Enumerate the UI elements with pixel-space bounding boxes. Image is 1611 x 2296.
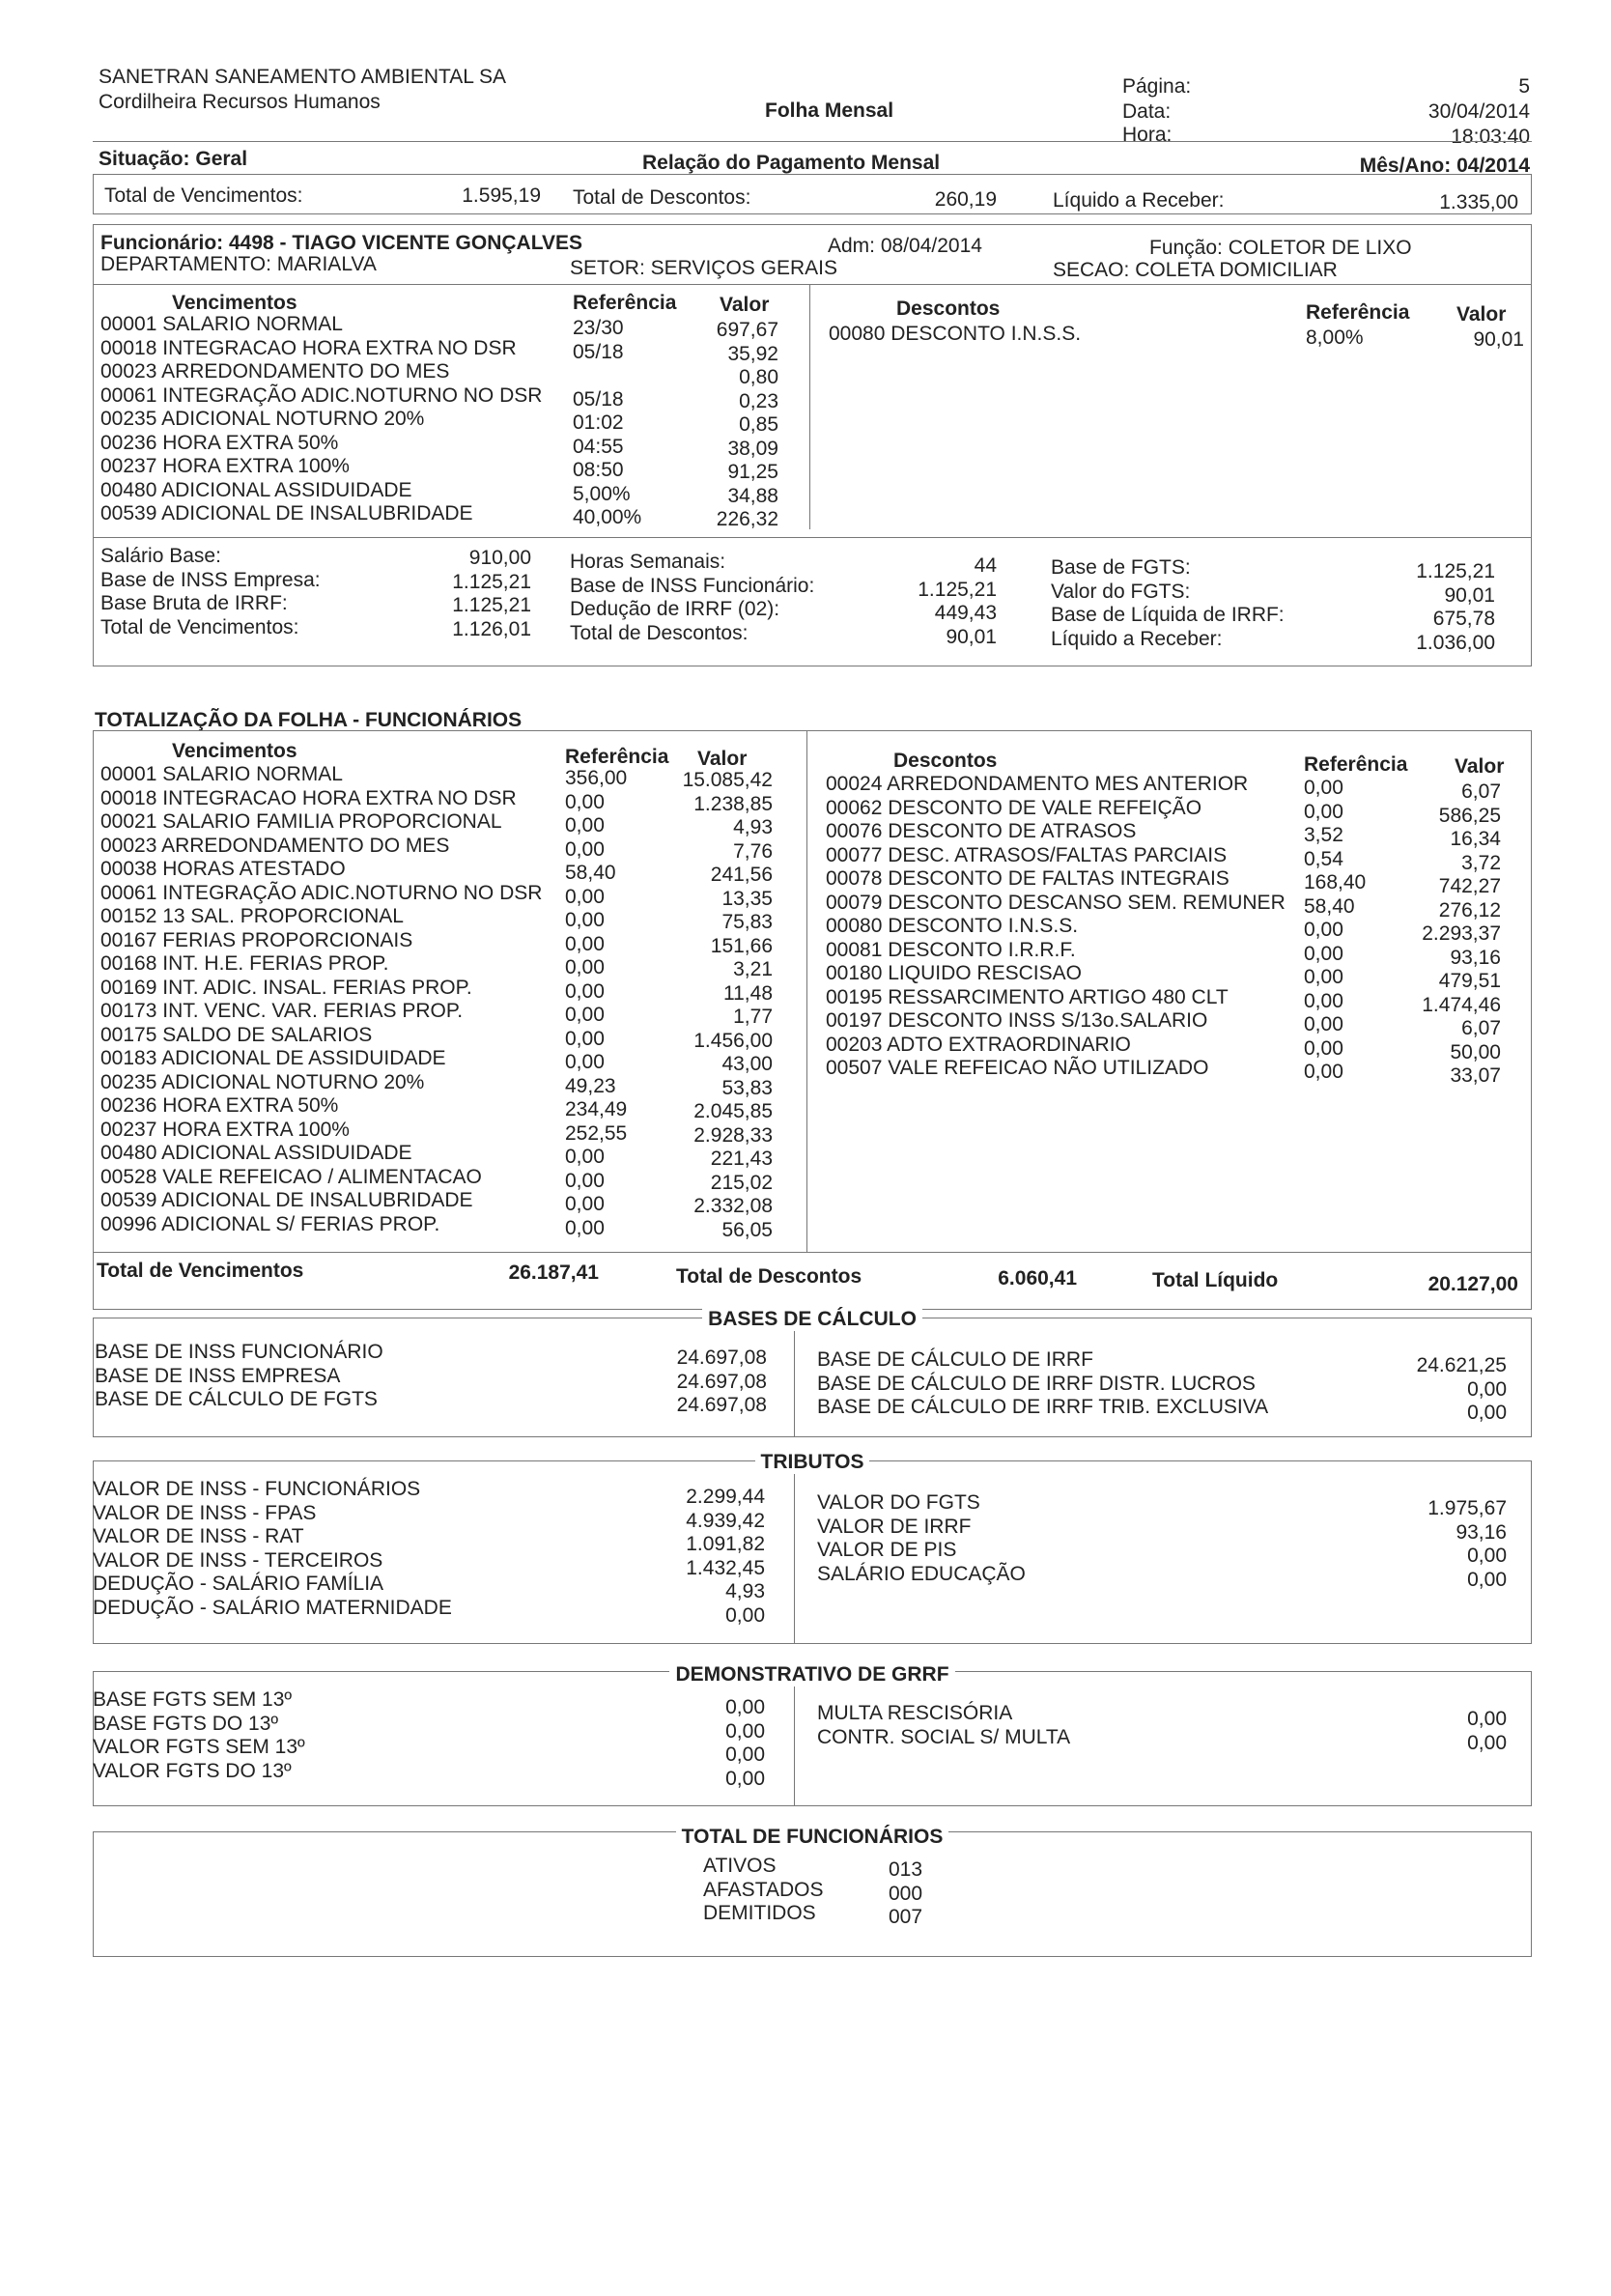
list-item: 00539 ADICIONAL DE INSALUBRIDADE (100, 502, 473, 524)
tributo-value: 4,93 (725, 1580, 765, 1602)
ref-value: 0,00 (1304, 989, 1343, 1012)
list-item: 00996 ADICIONAL S/ FERIAS PROP. (100, 1212, 440, 1235)
list-item: 00023 ARREDONDAMENTO DO MES (100, 360, 450, 383)
amount: 1.474,46 (1422, 993, 1501, 1016)
grrf-left-labels (93, 1688, 305, 1783)
grrf-value: 0,00 (1467, 1708, 1507, 1730)
grrf-value: 0,00 (725, 1696, 765, 1718)
ref-value: 0,00 (565, 1216, 605, 1239)
grrf-box (93, 1671, 1532, 1806)
list-item: 00001 SALARIO NORMAL (100, 313, 343, 335)
grrf-value: 0,00 (1467, 1731, 1507, 1754)
funcionarios-label: ATIVOS (703, 1855, 777, 1877)
amount: 586,25 (1438, 804, 1501, 827)
ref-value: 0,00 (565, 1193, 605, 1215)
emp-venc-list (100, 313, 542, 526)
list-item: 00236 HORA EXTRA 50% (100, 1094, 339, 1117)
amount: 11,48 (723, 981, 773, 1005)
column-divider (794, 1331, 795, 1437)
amount: 53,83 (721, 1076, 773, 1099)
ref-value: 0,00 (565, 932, 605, 955)
tributo-value: 2.299,44 (686, 1486, 765, 1508)
grrf-value: 0,00 (725, 1719, 765, 1743)
grrf-left-values (676, 1696, 765, 1791)
deducao-value: 449,43 (934, 602, 997, 624)
ref-value: 168,40 (1304, 871, 1367, 893)
tributos-title (93, 1451, 1532, 1473)
funcionarios-value: 007 (889, 1906, 923, 1928)
list-item: 00236 HORA EXTRA 50% (100, 431, 339, 454)
base-label: BASE DE CÁLCULO DE FGTS (95, 1388, 378, 1410)
column-divider (794, 1687, 795, 1806)
summary-venc-value: 1.595,19 (462, 184, 541, 207)
tot-ref-header: Referência (565, 746, 669, 768)
list-item: 00539 ADICIONAL DE INSALUBRIDADE (100, 1189, 473, 1211)
ref-value: 05/18 (573, 387, 624, 411)
ref-value: 0,00 (565, 909, 605, 931)
divider (93, 141, 1532, 142)
tot-desc-refs (1304, 777, 1366, 1085)
tributos-left-labels (93, 1478, 452, 1620)
funcionarios-values (889, 1858, 922, 1930)
emp-footer-col2-values (889, 554, 997, 649)
list-item: 00080 DESCONTO I.N.S.S. (826, 915, 1079, 937)
amount: 1,77 (733, 1006, 773, 1028)
amount: 15.085,42 (682, 769, 773, 791)
emp-desc-value: 90,01 (1473, 328, 1524, 351)
amount: 34,88 (727, 484, 778, 507)
emp-desc-valor-header: Valor (1456, 303, 1507, 326)
amount: 91,25 (727, 461, 778, 483)
amount: 0,85 (739, 413, 778, 436)
list-item: 00203 ADTO EXTRAORDINARIO (826, 1033, 1131, 1056)
tot-desc-ref-header: Referência (1304, 753, 1408, 776)
amount: 479,51 (1438, 970, 1501, 992)
amount: 43,00 (721, 1053, 773, 1075)
system-name: Cordilheira Recursos Humanos (99, 91, 381, 113)
amount: 151,66 (710, 934, 773, 957)
tot-desc-header: Descontos (893, 750, 998, 772)
bases-left-labels (95, 1341, 383, 1412)
employee-funcao: Função: COLETOR DE LIXO (1149, 237, 1412, 259)
amount: 13,35 (721, 887, 773, 910)
emp-footer-col1-labels (100, 545, 321, 639)
tot-total-liq-value: 20.127,00 (1427, 1273, 1518, 1295)
list-item: 00062 DESCONTO DE VALE REFEIÇÃO (826, 796, 1202, 819)
amount: 1.456,00 (693, 1029, 773, 1052)
amount: 6,07 (1461, 1017, 1501, 1039)
divider (93, 1252, 1532, 1253)
list-item: 00021 SALARIO FAMILIA PROPORCIONAL (100, 810, 502, 833)
ref-value: 0,00 (565, 1027, 605, 1050)
amount: 2.045,85 (693, 1100, 773, 1122)
emp-desc-item: 00080 DESCONTO I.N.S.S. (829, 323, 1082, 345)
tributo-label: DEDUÇÃO - SALÁRIO MATERNIDADE (93, 1596, 452, 1619)
amount: 276,12 (1438, 898, 1501, 921)
tributo-label: DEDUÇÃO - SALÁRIO FAMÍLIA (93, 1573, 384, 1595)
ref-value: 05/18 (573, 340, 624, 363)
tot-total-liq-label: Total Líquido (1152, 1269, 1279, 1291)
amount: 215,02 (710, 1171, 773, 1194)
ref-value: 23/30 (573, 317, 624, 339)
ref-value: 0,00 (565, 1051, 605, 1073)
bases-right-values (1381, 1354, 1507, 1426)
amount: 56,05 (721, 1218, 773, 1241)
ref-value: 0,00 (565, 1146, 605, 1168)
amount: 1.238,85 (693, 792, 773, 815)
list-item: 00024 ARREDONDAMENTO MES ANTERIOR (826, 773, 1249, 795)
ref-value: 0,00 (1304, 777, 1343, 799)
grrf-label: MULTA RESCISÓRIA (817, 1702, 1013, 1724)
ref-value: 0,00 (565, 1004, 605, 1026)
horas-value: 44 (974, 554, 997, 577)
emp-footer-col1-values (425, 547, 531, 641)
tributo-label: VALOR DE IRRF (817, 1515, 972, 1538)
tot-total-desc-label: Total de Descontos (676, 1265, 862, 1288)
tot-desc-valor-header: Valor (1455, 755, 1505, 778)
date-label: Data: (1122, 100, 1172, 123)
salario-base-value: 910,00 (468, 547, 531, 569)
amount: 7,76 (733, 839, 773, 863)
ref-value: 0,00 (565, 814, 605, 836)
column-divider (794, 1474, 795, 1644)
amount: 0,80 (739, 366, 778, 388)
list-item: 00061 INTEGRAÇÃO ADIC.NOTURNO NO DSR (100, 383, 543, 407)
grrf-label: VALOR FGTS SEM 13º (93, 1736, 305, 1758)
list-item: 00081 DESCONTO I.R.R.F. (826, 938, 1076, 961)
employee-setor: SETOR: SERVIÇOS GERAIS (570, 257, 837, 279)
amount: 50,00 (1450, 1040, 1501, 1063)
time-value: 18:03:40 (1451, 126, 1530, 148)
ref-value: 252,55 (565, 1121, 628, 1145)
list-item: 00183 ADICIONAL DE ASSIDUIDADE (100, 1047, 446, 1069)
ref-value: 0,00 (565, 885, 605, 908)
liq-irrf-value: 675,78 (1432, 608, 1495, 630)
ref-value (573, 364, 641, 388)
ref-value: 0,00 (1304, 800, 1343, 823)
month-year: Mês/Ano: 04/2014 (1359, 155, 1530, 177)
situation: Situação: Geral (99, 148, 248, 170)
tot-valor-header: Valor (697, 748, 748, 770)
list-item: 00169 INT. ADIC. INSAL. FERIAS PROP. (100, 976, 472, 999)
salario-base-label: Salário Base: (100, 545, 221, 567)
list-item: 00076 DESCONTO DE ATRASOS (826, 820, 1137, 842)
tributos-title-text: TRIBUTOS (755, 1451, 870, 1473)
relation-title: Relação do Pagamento Mensal (642, 152, 941, 174)
ref-value: 0,00 (565, 837, 605, 861)
emp-footer-col3-labels (1051, 556, 1285, 651)
emp-venc-refs (573, 317, 641, 530)
liq-receber-label: Líquido a Receber: (1051, 627, 1223, 650)
funcionarios-labels (703, 1855, 823, 1926)
ref-value: 0,00 (1304, 1013, 1343, 1035)
base-value: 24.697,08 (676, 1394, 767, 1416)
fgts-base-value: 1.125,21 (1416, 560, 1495, 582)
ref-value: 0,00 (1304, 919, 1343, 941)
list-item: 00195 RESSARCIMENTO ARTIGO 480 CLT (826, 985, 1229, 1008)
liq-receber-value: 1.036,00 (1416, 631, 1495, 654)
amount: 35,92 (727, 342, 778, 365)
summary-desc-label: Total de Descontos: (573, 186, 751, 209)
base-label: BASE DE INSS FUNCIONÁRIO (95, 1341, 383, 1363)
tributos-left-values (657, 1486, 765, 1628)
grrf-label: VALOR FGTS DO 13º (93, 1759, 292, 1782)
inss-func-value: 1.125,21 (918, 578, 997, 601)
tributo-value: 1.091,82 (686, 1533, 765, 1555)
ref-value: 08:50 (573, 459, 624, 481)
employee-name: Funcionário: 4498 - TIAGO VICENTE GONÇALVES (100, 232, 583, 254)
ref-value: 5,00% (573, 482, 631, 505)
emp-footer-col3-values (1381, 560, 1495, 655)
base-value: 24.697,08 (676, 1370, 767, 1393)
emp-desc-header: Descontos (896, 298, 1001, 320)
ref-value: 0,54 (1304, 847, 1343, 870)
grrf-title-text: DEMONSTRATIVO DE GRRF (669, 1663, 954, 1686)
emp-valor-header: Valor (720, 294, 770, 316)
amount: 2.293,37 (1422, 922, 1501, 945)
grrf-title (93, 1663, 1532, 1686)
tributos-right-labels (817, 1491, 1026, 1586)
list-item: 00018 INTEGRACAO HORA EXTRA NO DSR (100, 336, 517, 359)
employee-adm: Adm: 08/04/2014 (828, 235, 982, 257)
grrf-value: 0,00 (725, 1767, 765, 1790)
total-desc-label: Total de Descontos: (570, 621, 749, 644)
tributo-value: 1.432,45 (686, 1556, 765, 1579)
amount: 241,56 (710, 864, 773, 886)
ref-value: 0,00 (1304, 1061, 1343, 1083)
bruta-irrf-value: 1.125,21 (452, 594, 531, 616)
column-divider (809, 284, 810, 529)
tot-desc-values (1391, 780, 1501, 1089)
date-value: 30/04/2014 (1427, 100, 1530, 123)
bases-right-labels (817, 1348, 1268, 1420)
amount: 697,67 (716, 319, 778, 341)
list-item: 00197 DESCONTO INSS S/13o.SALARIO (826, 1009, 1208, 1032)
list-item: 00507 VALE REFEICAO NÃO UTILIZADO (826, 1057, 1209, 1079)
tributo-label: VALOR DE INSS - RAT (93, 1525, 304, 1547)
tributo-label: VALOR DE INSS - FUNCIONÁRIOS (93, 1478, 421, 1500)
bases-left-values (657, 1346, 767, 1418)
liq-irrf-label: Base de Líquida de IRRF: (1051, 604, 1285, 626)
report-title: Folha Mensal (765, 99, 894, 122)
tributo-label: VALOR DO FGTS (817, 1491, 980, 1514)
tributo-label: VALOR DE INSS - TERCEIROS (93, 1548, 383, 1572)
employee-secao: SECAO: COLETA DOMICILIAR (1053, 259, 1338, 281)
list-item: 00023 ARREDONDAMENTO DO MES (100, 834, 450, 857)
list-item: 00173 INT. VENC. VAR. FERIAS PROP. (100, 1000, 464, 1022)
summary-venc-label: Total de Vencimentos: (104, 184, 303, 207)
list-item: 00078 DESCONTO DE FALTAS INTEGRAIS (826, 867, 1229, 890)
ref-value: 58,40 (1304, 894, 1355, 918)
ref-value: 40,00% (573, 506, 642, 528)
funcionarios-label: DEMITIDOS (703, 1902, 816, 1924)
summary-liq-value: 1.335,00 (1439, 191, 1518, 213)
ref-value: 3,52 (1304, 824, 1343, 846)
amount: 3,72 (1461, 851, 1501, 874)
list-item: 00175 SALDO DE SALARIOS (100, 1023, 373, 1046)
divider (93, 537, 1532, 538)
list-item: 00237 HORA EXTRA 100% (100, 1118, 350, 1141)
tot-total-desc-value: 6.060,41 (998, 1267, 1077, 1290)
amount: 38,09 (727, 437, 778, 460)
tot-venc-values (657, 769, 773, 1242)
tributo-label: SALÁRIO EDUCAÇÃO (817, 1562, 1026, 1585)
tot-venc-list (100, 763, 542, 1236)
ref-value: 0,00 (565, 790, 605, 813)
ref-value: 0,00 (1304, 942, 1343, 965)
total-venc-value: 1.126,01 (452, 617, 531, 640)
funcionarios-title (93, 1826, 1532, 1848)
base-label: BASE DE CÁLCULO DE IRRF DISTR. LUCROS (817, 1372, 1256, 1395)
tributo-value: 0,00 (1467, 1568, 1507, 1591)
list-item: 00038 HORAS ATESTADO (100, 858, 346, 880)
tributo-label: VALOR DE INSS - FPAS (93, 1501, 317, 1524)
ref-value: 0,00 (565, 1169, 605, 1192)
list-item: 00237 HORA EXTRA 100% (100, 455, 350, 477)
ref-value: 234,49 (565, 1098, 628, 1120)
emp-venc-header: Vencimentos (172, 292, 297, 314)
summary-bar (93, 174, 1532, 214)
amount: 226,32 (716, 508, 778, 530)
tot-venc-header: Vencimentos (172, 740, 297, 762)
grrf-value: 0,00 (725, 1743, 765, 1766)
tributo-label: VALOR DE PIS (817, 1539, 957, 1561)
amount: 2.928,33 (693, 1123, 773, 1147)
fgts-value-value: 90,01 (1444, 583, 1495, 607)
funcionarios-title-text: TOTAL DE FUNCIONÁRIOS (676, 1826, 949, 1848)
summary-liq-label: Líquido a Receber: (1053, 189, 1225, 212)
divider (93, 284, 1532, 285)
total-desc-value: 90,01 (946, 625, 997, 648)
grrf-label: BASE FGTS SEM 13º (93, 1688, 293, 1711)
ref-value: 0,00 (1304, 1036, 1343, 1060)
base-label: BASE DE INSS EMPRESA (95, 1364, 341, 1387)
horas-label: Horas Semanais: (570, 551, 726, 573)
ref-value: 58,40 (565, 862, 616, 884)
inss-func-label: Base de INSS Funcionário: (570, 574, 815, 597)
emp-footer-col2-labels (570, 551, 814, 645)
amount: 0,23 (739, 389, 778, 412)
list-item: 00167 FERIAS PROPORCIONAIS (100, 928, 413, 951)
amount: 4,93 (733, 816, 773, 838)
ref-value: 0,00 (565, 956, 605, 978)
amount: 742,27 (1438, 875, 1501, 897)
page-label: Página: (1122, 75, 1192, 98)
emp-ref-header: Referência (573, 292, 677, 314)
tributo-value: 1.975,67 (1427, 1497, 1507, 1519)
grrf-label: BASE FGTS DO 13º (93, 1712, 279, 1735)
amount: 93,16 (1450, 946, 1501, 969)
tributo-value: 0,00 (1467, 1545, 1507, 1567)
base-value: 24.697,08 (676, 1346, 767, 1369)
column-divider (806, 730, 807, 1252)
base-label: BASE DE CÁLCULO DE IRRF TRIB. EXCLUSIVA (817, 1396, 1269, 1418)
tributo-value: 93,16 (1456, 1520, 1507, 1544)
funcionarios-value: 000 (889, 1882, 923, 1905)
base-value: 0,00 (1467, 1402, 1507, 1424)
tot-venc-refs (565, 767, 627, 1240)
amount: 2.332,08 (693, 1195, 773, 1217)
base-value: 24.621,25 (1416, 1354, 1507, 1376)
grrf-right-labels (817, 1702, 1070, 1749)
list-item: 00061 INTEGRAÇÃO ADIC.NOTURNO NO DSR (100, 881, 543, 904)
tributo-value: 4.939,42 (686, 1509, 765, 1532)
ref-value: 356,00 (565, 767, 628, 789)
emp-desc-ref-header: Referência (1306, 301, 1410, 324)
base-label: BASE DE CÁLCULO DE IRRF (817, 1348, 1093, 1371)
list-item: 00152 13 SAL. PROPORCIONAL (100, 905, 404, 927)
ref-value: 04:55 (573, 435, 624, 458)
bases-title (93, 1308, 1532, 1330)
emp-venc-values (676, 319, 778, 532)
list-item: 00168 INT. H.E. FERIAS PROP. (100, 952, 389, 975)
list-item: 00001 SALARIO NORMAL (100, 763, 343, 785)
base-value: 0,00 (1467, 1377, 1507, 1401)
amount: 221,43 (710, 1148, 773, 1170)
tributos-right-values (1381, 1497, 1507, 1592)
list-item: 00077 DESC. ATRASOS/FALTAS PARCIAIS (826, 843, 1228, 866)
totalizacao-title: TOTALIZAÇÃO DA FOLHA - FUNCIONÁRIOS (95, 709, 523, 731)
grrf-label: CONTR. SOCIAL S/ MULTA (817, 1725, 1071, 1748)
inss-empresa-value: 1.125,21 (452, 570, 531, 593)
page-number: 5 (1518, 75, 1530, 98)
ref-value: 0,00 (1304, 966, 1343, 988)
list-item: 00235 ADICIONAL NOTURNO 20% (100, 1070, 425, 1093)
funcionarios-value: 013 (889, 1858, 923, 1881)
tot-total-venc-value: 26.187,41 (508, 1261, 599, 1284)
company-name: SANETRAN SANEAMENTO AMBIENTAL SA (99, 66, 507, 88)
tot-total-venc-label: Total de Vencimentos (97, 1260, 304, 1282)
ref-value: 49,23 (565, 1074, 616, 1097)
list-item: 00480 ADICIONAL ASSIDUIDADE (100, 478, 412, 501)
emp-desc-ref: 8,00% (1306, 326, 1364, 349)
deducao-label: Dedução de IRRF (02): (570, 598, 780, 620)
list-item: 00180 LIQUIDO RESCISAO (826, 962, 1082, 984)
inss-empresa-label: Base de INSS Empresa: (100, 568, 321, 591)
list-item: 00018 INTEGRACAO HORA EXTRA NO DSR (100, 786, 517, 809)
amount: 16,34 (1450, 828, 1501, 850)
list-item: 00528 VALE REFEICAO / ALIMENTACAO (100, 1165, 482, 1188)
amount: 33,07 (1450, 1064, 1501, 1087)
fgts-value-label: Valor do FGTS: (1051, 580, 1191, 603)
bases-title-text: BASES DE CÁLCULO (702, 1308, 922, 1330)
time-label: Hora: (1122, 124, 1173, 146)
ref-value: 0,00 (565, 979, 605, 1003)
amount: 3,21 (733, 958, 773, 980)
amount: 6,07 (1461, 780, 1501, 803)
tributo-value: 0,00 (725, 1603, 765, 1627)
amount: 75,83 (721, 911, 773, 933)
fgts-base-label: Base de FGTS: (1051, 556, 1191, 579)
summary-desc-value: 260,19 (934, 188, 997, 211)
tot-desc-list (826, 773, 1286, 1081)
list-item: 00480 ADICIONAL ASSIDUIDADE (100, 1142, 412, 1164)
ref-value: 01:02 (573, 411, 624, 434)
total-venc-label: Total de Vencimentos: (100, 615, 299, 638)
employee-departamento: DEPARTAMENTO: MARIALVA (100, 253, 377, 275)
grrf-right-values (1400, 1708, 1507, 1755)
list-item: 00079 DESCONTO DESCANSO SEM. REMUNER (826, 891, 1286, 914)
funcionarios-label: AFASTADOS (703, 1878, 824, 1901)
list-item: 00235 ADICIONAL NOTURNO 20% (100, 408, 425, 430)
bruta-irrf-label: Base Bruta de IRRF: (100, 592, 288, 614)
